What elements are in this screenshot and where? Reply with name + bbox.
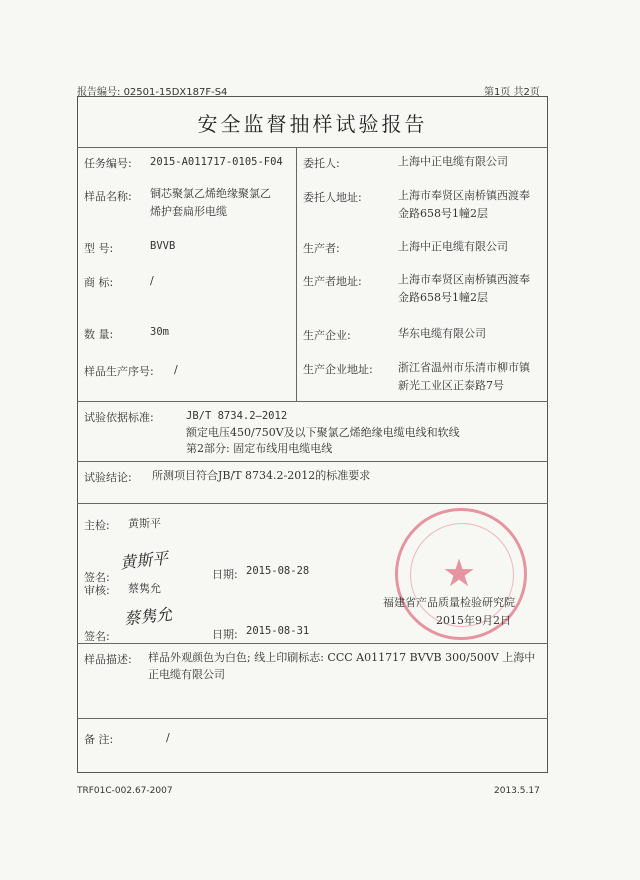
divider <box>77 147 548 148</box>
sign-label-2: 签名: <box>84 630 110 643</box>
divider <box>77 503 548 504</box>
divider <box>77 718 548 719</box>
producer-address-label: 生产者地址: <box>303 275 362 288</box>
client-value: 上海中正电缆有限公司 <box>398 155 508 168</box>
model-label: 型 号: <box>84 242 114 255</box>
producer-label: 生产者: <box>303 242 340 255</box>
description-line1: 样品外观颜色为白色; 线上印刷标志: CCC A011717 BVVB 300/500V 上海中 <box>148 651 536 664</box>
manufacturer-label: 生产企业: <box>303 329 351 342</box>
report-number-value: 02501-15DX187F-S4 <box>123 87 228 98</box>
seal-star-icon: ★ <box>442 551 477 595</box>
inspector-signature: 黄斯平 <box>119 548 169 573</box>
reviewer-signature: 蔡隽允 <box>123 604 173 629</box>
basis-label: 试验依据标准: <box>84 411 154 424</box>
client-address-label: 委托人地址: <box>303 191 362 204</box>
producer-value: 上海中正电缆有限公司 <box>398 240 508 253</box>
serial-label: 样品生产序号: <box>84 365 154 378</box>
report-title: 安全监督抽样试验报告 <box>197 112 428 136</box>
basis-standard: JB/T 8734.2—2012 <box>186 410 288 422</box>
producer-address-line1: 上海市奉贤区南桥镇西渡奉 <box>398 273 530 286</box>
manufacturer-address-line1: 浙江省温州市乐清市柳市镇 <box>398 361 530 374</box>
reviewer-name: 蔡隽允 <box>128 582 161 595</box>
page-info: 第1页 共2页 <box>484 87 540 98</box>
conclusion-value: 所测项目符合JB/T 8734.2-2012的标准要求 <box>152 469 371 482</box>
model-value: BVVB <box>150 240 176 252</box>
basis-line3: 第2部分: 固定布线用电缆电线 <box>186 442 333 455</box>
quantity-value: 30m <box>150 326 169 338</box>
manufacturer-address-label: 生产企业地址: <box>303 363 373 376</box>
remarks-label: 备 注: <box>84 733 114 746</box>
reviewer-label: 审核: <box>84 584 110 597</box>
form-date: 2013.5.17 <box>494 786 540 796</box>
client-label: 委托人: <box>303 157 340 170</box>
sample-name-line2: 烯护套扁形电缆 <box>150 205 227 218</box>
serial-value: / <box>174 363 178 376</box>
sample-name-label: 样品名称: <box>84 190 132 203</box>
date-1: 2015-08-28 <box>246 565 310 577</box>
divider <box>77 461 548 462</box>
column-divider <box>296 147 297 401</box>
institute-name: 福建省产品质量检验研究院 <box>383 596 515 609</box>
date-label: 日期: <box>212 568 238 581</box>
conclusion-label: 试验结论: <box>84 471 132 484</box>
divider <box>77 643 548 644</box>
report-number-label: 报告编号: <box>77 87 121 98</box>
sample-name-line1: 铜芯聚氯乙烯绝缘聚氯乙 <box>150 187 271 200</box>
manufacturer-address-line2: 新光工业区正泰路7号 <box>398 379 504 392</box>
client-address-line1: 上海市奉贤区南桥镇西渡奉 <box>398 189 530 202</box>
description-label: 样品描述: <box>84 653 132 666</box>
task-no-label: 任务编号: <box>84 157 132 170</box>
trademark-label: 商 标: <box>84 276 114 289</box>
inspector-name: 黄斯平 <box>128 517 161 530</box>
quantity-label: 数 量: <box>84 328 114 341</box>
producer-address-line2: 金路658号1幢2层 <box>398 291 488 304</box>
divider <box>77 401 548 402</box>
task-no-value: 2015-A011717-0105-F04 <box>150 156 283 168</box>
remarks-value: / <box>166 731 170 744</box>
date-label-2: 日期: <box>212 628 238 641</box>
form-code: TRF01C-002.67-2007 <box>77 786 173 796</box>
issue-date: 2015年9月2日 <box>436 614 511 627</box>
manufacturer-value: 华东电缆有限公司 <box>398 327 486 340</box>
description-line2: 正电缆有限公司 <box>148 668 225 681</box>
date-2: 2015-08-31 <box>246 625 310 637</box>
sign-label: 签名: <box>84 571 110 584</box>
trademark-value: / <box>150 274 154 287</box>
basis-line2: 额定电压450/750V及以下聚氯乙烯绝缘电缆电线和软线 <box>186 426 460 439</box>
client-address-line2: 金路658号1幢2层 <box>398 207 488 220</box>
inspector-label: 主检: <box>84 519 110 532</box>
